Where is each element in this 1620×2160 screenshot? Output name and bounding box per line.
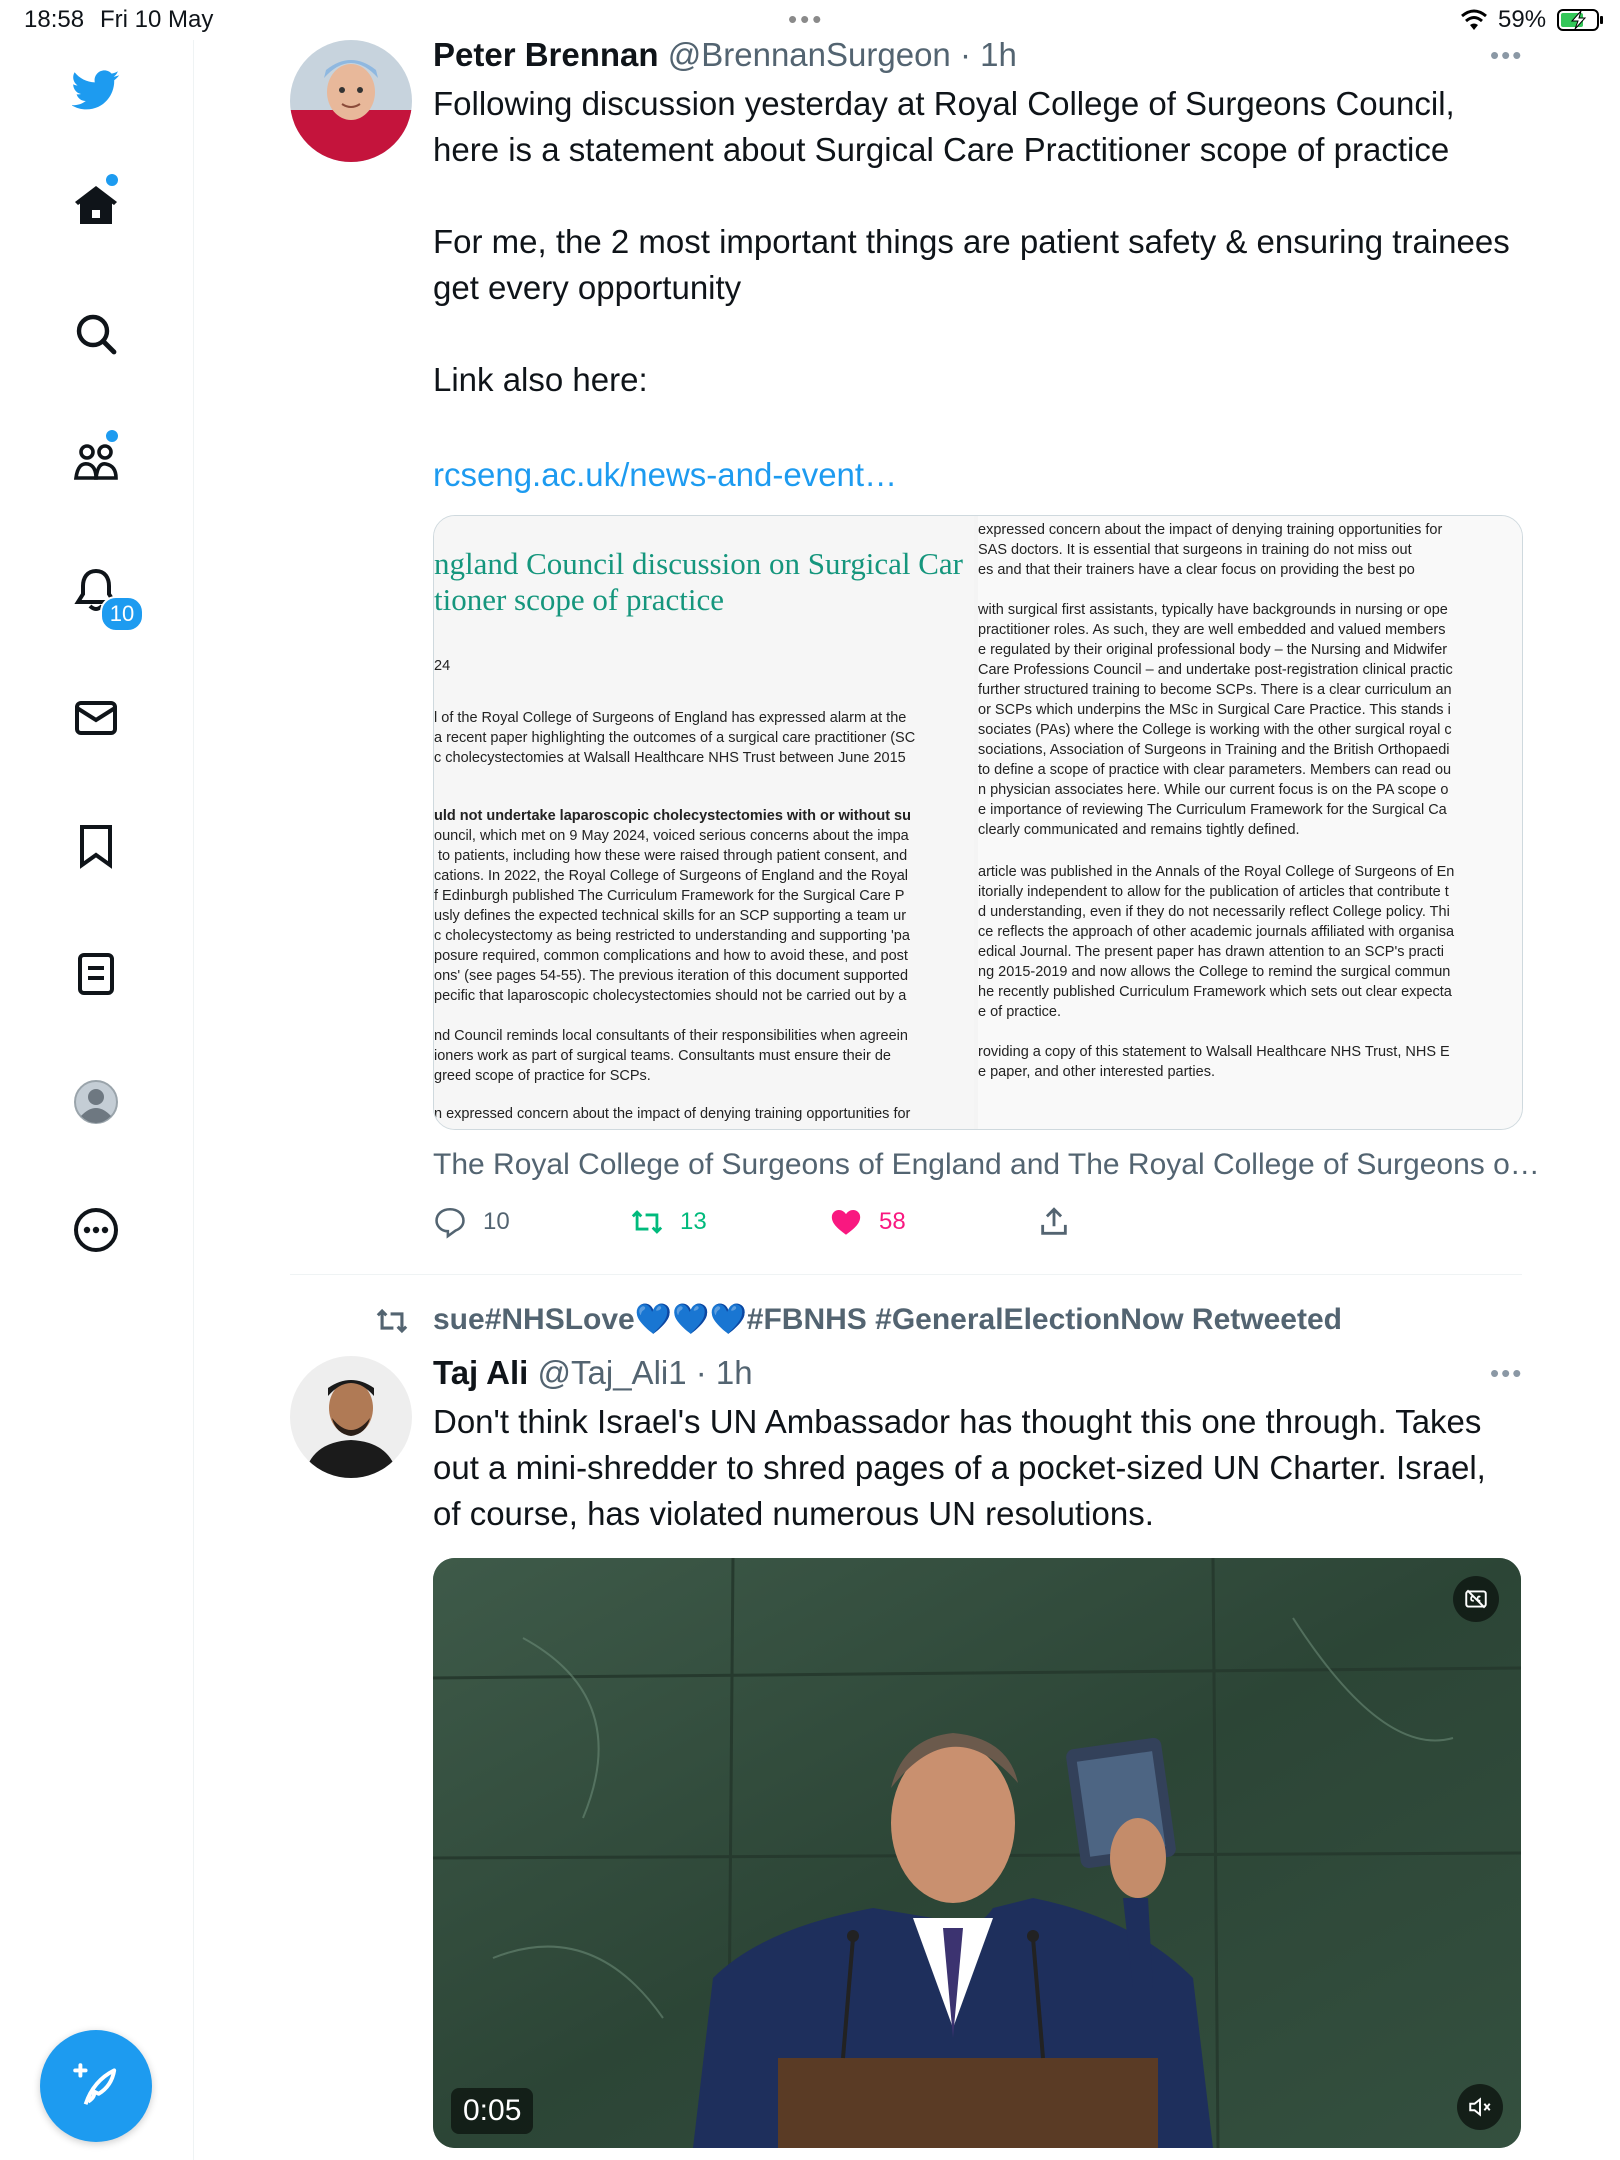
- nav-home[interactable]: [60, 170, 132, 242]
- list-icon: [72, 950, 120, 998]
- handle[interactable]: @BrennanSurgeon: [667, 36, 951, 73]
- video-timecode: 0:05: [451, 2088, 533, 2134]
- captions-off-icon: [1463, 1586, 1489, 1612]
- people-icon: [72, 438, 120, 486]
- avatar[interactable]: [290, 1356, 412, 1478]
- retweet-icon: [373, 1304, 411, 1338]
- retweet-button[interactable]: [630, 1205, 707, 1239]
- wifi-icon: [1459, 6, 1489, 34]
- multitasking-dots[interactable]: •••: [788, 4, 825, 34]
- search-icon: [72, 310, 120, 358]
- tweet-header: [433, 36, 1017, 74]
- retweet-icon: [630, 1205, 664, 1239]
- video-frame: [433, 1558, 1521, 2148]
- handle[interactable]: @Taj_Ali1: [537, 1354, 687, 1391]
- status-date: Fri 10 May: [100, 6, 214, 33]
- notifications-badge: 10: [100, 596, 144, 632]
- share-button[interactable]: [1037, 1205, 1071, 1239]
- card-doc-para2: ouncil, which met on 9 May 2024, voiced serious concerns about the impa to patients, including how these were raised through patient consent, and cations. In 2022, the Royal College of Surgeons of England and the Royal f Edinburgh published The Curriculum Framework for the Surgical Care P usly defines the expected technical skills for an SCP supporting a team ur c cholecystectomy as being restricted to understanding and supporting 'pa posure required, common complications and how to avoid these, and post ons' (see pages 54-55). The previous iteration of this document supported pecific that laparoscopic cholecystectomies should not be carried out by a: [434, 828, 910, 1004]
- card-doc-para4: n expressed concern about the impact of denying training opportunities for: [434, 1106, 911, 1122]
- profile-icon: [72, 1078, 120, 1126]
- feather-plus-icon: [70, 2060, 122, 2112]
- speaker-muted-icon: [1467, 2094, 1493, 2120]
- status-bar: [0, 0, 1620, 40]
- avatar[interactable]: [290, 40, 412, 162]
- like-count: 58: [879, 1208, 906, 1235]
- retweet-count: 13: [680, 1208, 707, 1235]
- battery-percent: 59%: [1498, 6, 1547, 33]
- tweet-more-icon[interactable]: •••: [1490, 1358, 1524, 1388]
- retweeted-by-text: sue#NHSLove💙💙💙#FBNHS #GeneralElectionNow Retweeted: [433, 1303, 1342, 1336]
- card-caption[interactable]: The Royal College of Surgeons of England and The Royal College of Surgeons o…: [433, 1148, 1540, 1181]
- twitter-logo[interactable]: [60, 54, 132, 126]
- link-card[interactable]: [433, 515, 1523, 1130]
- nav-explore[interactable]: [60, 298, 132, 370]
- home-unread-dot: [104, 172, 120, 188]
- communities-unread-dot: [104, 428, 120, 444]
- card-doc-right4: roviding a copy of this statement to Walsall Healthcare NHS Trust, NHS E e paper, and other interested parties.: [978, 1044, 1450, 1080]
- nav-communities[interactable]: [60, 426, 132, 498]
- video-player[interactable]: [433, 1558, 1521, 2148]
- card-doc-para1: l of the Royal College of Surgeons of England has expressed alarm at the a recent paper highlighting the outcomes of a surgical care practitioner (SC c cholecystectomies at Walsall Healthcare NHS Trust between June 2015: [434, 710, 916, 766]
- card-image-right: [978, 516, 1522, 1129]
- bookmark-icon: [72, 822, 120, 870]
- bird-icon: [72, 66, 120, 114]
- timestamp[interactable]: · 1h: [695, 1354, 753, 1391]
- share-icon: [1037, 1205, 1071, 1239]
- mute-button[interactable]: [1457, 2084, 1503, 2130]
- display-name[interactable]: Peter Brennan: [433, 36, 659, 73]
- reply-icon: [433, 1205, 467, 1239]
- nav-lists[interactable]: [60, 938, 132, 1010]
- mail-icon: [72, 694, 120, 742]
- tweet-text: Following discussion yesterday at Royal College of Surgeons Council, here is a statement about Surgical Care Practitioner scope of practice For me, the 2 most important things are patient safety & ensuring trainees get every opportunity Link also here:: [433, 85, 1510, 398]
- heart-filled-icon: [829, 1205, 863, 1239]
- captions-button[interactable]: [1453, 1576, 1499, 1622]
- display-name[interactable]: Taj Ali: [433, 1354, 529, 1391]
- nav-profile[interactable]: [60, 1066, 132, 1138]
- card-doc-title: ngland Council discussion on Surgical Car tioner scope of practice: [434, 546, 963, 617]
- tweet-divider: [290, 1274, 1522, 1275]
- nav-messages[interactable]: [60, 682, 132, 754]
- card-doc-right1: expressed concern about the impact of denying training opportunities for SAS doctors. It is essential that surgeons in training do not miss out es and that their trainers have a clear focus on providing the best po: [978, 522, 1443, 578]
- avatar-image: [290, 1356, 412, 1478]
- reply-count: 10: [483, 1208, 510, 1235]
- tweet-link[interactable]: rcseng.ac.uk/news-and-event…: [433, 456, 898, 493]
- battery-charging-icon: [1557, 8, 1605, 32]
- timestamp[interactable]: · 1h: [959, 36, 1017, 73]
- like-button[interactable]: [829, 1205, 906, 1239]
- more-circle-icon: [72, 1206, 120, 1254]
- card-image-left: [434, 516, 974, 1129]
- nav-more[interactable]: [60, 1194, 132, 1266]
- tweet-more-icon[interactable]: •••: [1490, 40, 1524, 70]
- reply-button[interactable]: [433, 1205, 510, 1239]
- card-doc-bold: uld not undertake laparoscopic cholecystectomies with or without su: [434, 808, 911, 824]
- card-doc-right2: with surgical first assistants, typically have backgrounds in nursing or ope practitioner roles. As such, they are well embedded and valued members e regulated by their original professional body – the Nursing and Midwifer Care Professions Council – and undertake post-registration clinical practic further structured training to become SCPs. There is a clear curriculum an or SCPs which underpins the MSc in Surgical Care Practice. This stands i sociates (PAs) where the College is working with the other surgical royal c sociations, Association of Surgeons in Training and the British Orthopaedi to define a scope of practice with clear parameters. Members can read ou n physician associates here. While our current focus is on the PA scope o e importance of reviewing The Curriculum Framework for the Surgical Ca clearly communicated and remains tightly defined.: [978, 602, 1453, 838]
- home-icon: [72, 182, 120, 230]
- retweeted-by-row[interactable]: [373, 1302, 1342, 1337]
- tweet-actions: [433, 1205, 1083, 1245]
- status-time: 18:58: [24, 6, 85, 33]
- sidebar: [0, 40, 194, 2160]
- card-doc-para3: nd Council reminds local consultants of their responsibilities when agreein ioners work as part of surgical teams. Consultants must ensure their de greed scope of practice for SCPs.: [434, 1028, 908, 1084]
- avatar-image: [290, 40, 412, 162]
- tweet-text: Don't think Israel's UN Ambassador has thought this one through. Takes out a mini-shredder to shred pages of a pocket-sized UN Charter. Israel, of course, has violated numerous UN resolutions.: [433, 1403, 1486, 1532]
- card-doc-date: 24: [434, 658, 451, 674]
- card-doc-right3: article was published in the Annals of the Royal College of Surgeons of En itorially independent to allow for the publication of articles that contribute t d understanding, even if they do not necessarily reflect College policy. Thi ce reflects the approach of other academic journals affiliated with organisa edical Journal. The present paper has drawn attention to an SCP's practi ng 2015-2019 and now allows the College to remind the surgical commun he recently published Curriculum Framework which sets out clear expecta e of practice.: [978, 864, 1455, 1020]
- nav-bookmarks[interactable]: [60, 810, 132, 882]
- compose-tweet-button[interactable]: [40, 2030, 152, 2142]
- tweet-header: [433, 1354, 753, 1392]
